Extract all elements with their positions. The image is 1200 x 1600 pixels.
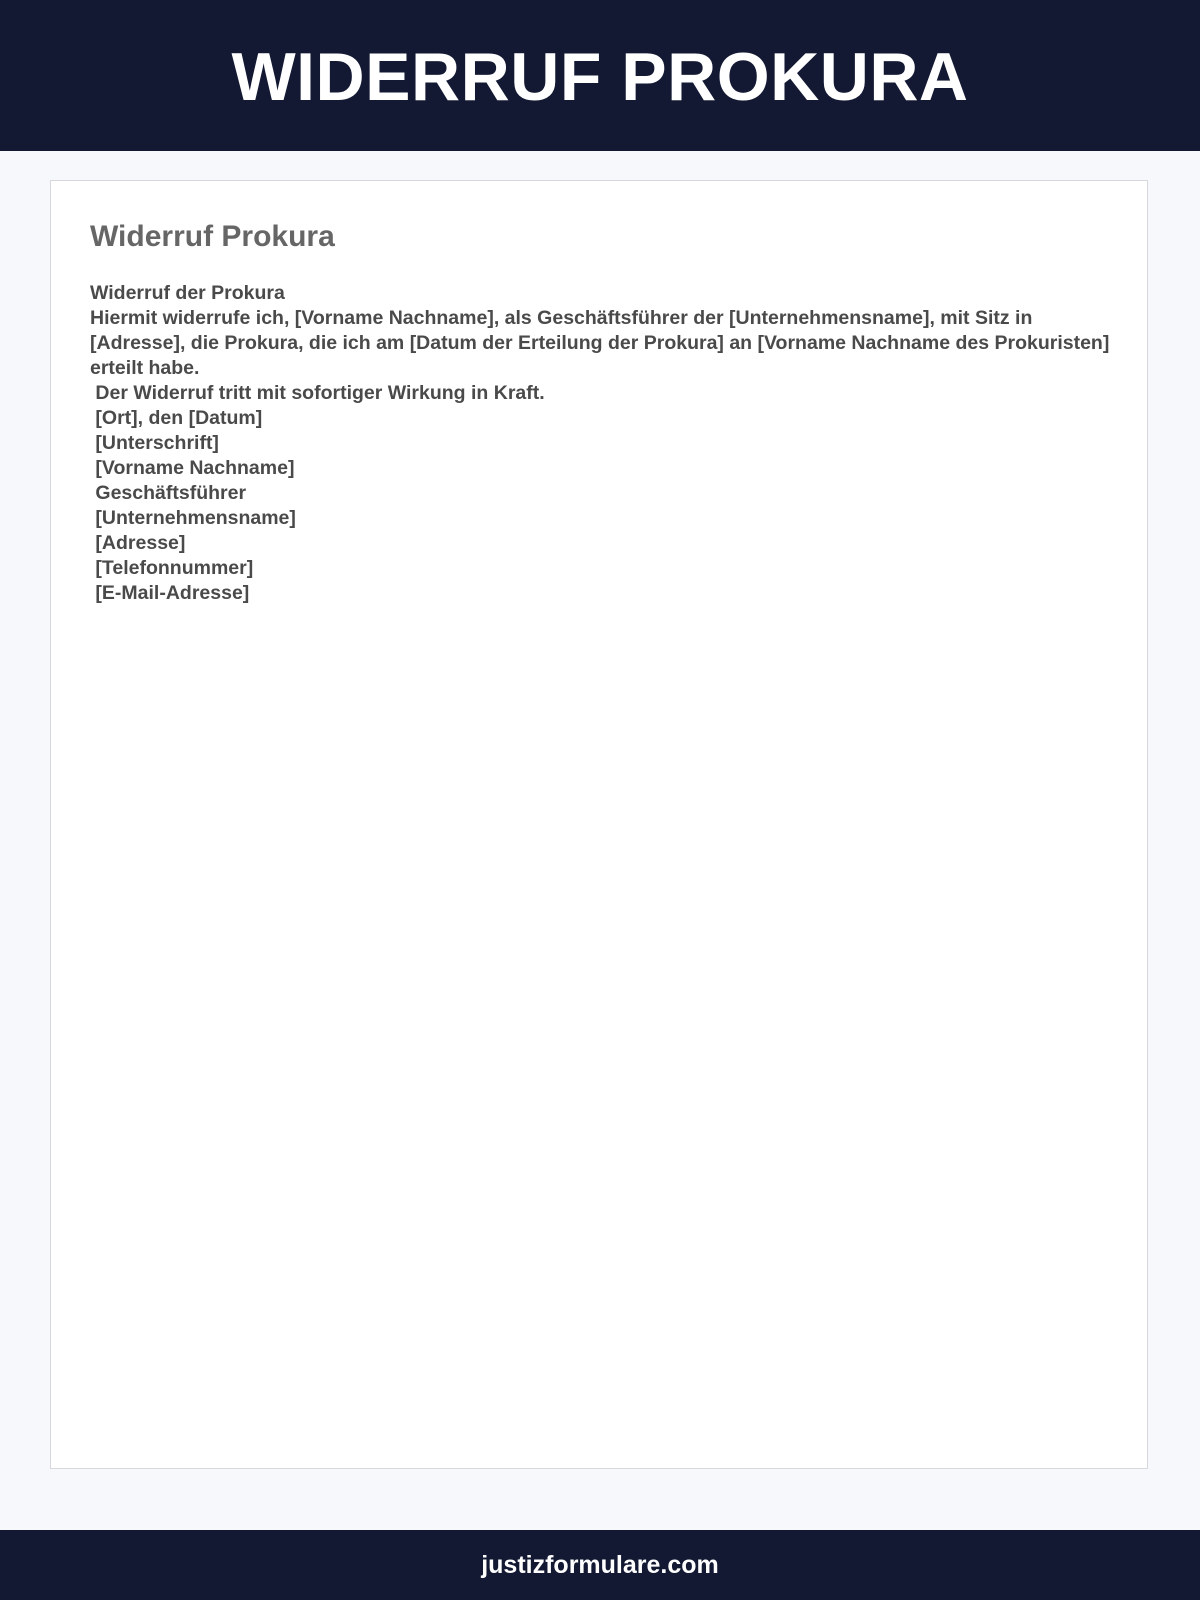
document-effect-line: Der Widerruf tritt mit sofortiger Wirkung in Kraft. <box>90 382 545 404</box>
page-header <box>0 0 1200 151</box>
page-title: WIDERRUF PROKURA <box>231 38 969 115</box>
email-line: [E-Mail-Adresse] <box>90 582 250 604</box>
document-body <box>90 281 1120 606</box>
company-name-line: [Unternehmensname] <box>90 507 296 529</box>
document-subject-line: Widerruf der Prokura <box>90 282 285 304</box>
document-sheet <box>50 180 1148 1469</box>
phone-line: [Telefonnummer] <box>90 557 254 579</box>
footer-site-name: justizformulare.com <box>481 1550 719 1579</box>
signature-line: [Unterschrift] <box>90 432 219 454</box>
address-line: [Adresse] <box>90 532 186 554</box>
document-heading: Widerruf Prokura <box>90 220 335 253</box>
signer-role-line: Geschäftsführer <box>90 482 247 504</box>
page-footer <box>0 1530 1200 1600</box>
document-paragraph: Hiermit widerrufe ich, [Vorname Nachname], als Geschäftsführer der [Unternehmensname], mit Sitz in [Adresse], die Prokura, die ich am [Datum der Erteilung der Prokura] an [Vorname Nachname des Prokuristen] erteilt habe. <box>90 307 1115 379</box>
place-date-line: [Ort], den [Datum] <box>90 407 263 429</box>
signer-name-line: [Vorname Nachname] <box>90 457 295 479</box>
